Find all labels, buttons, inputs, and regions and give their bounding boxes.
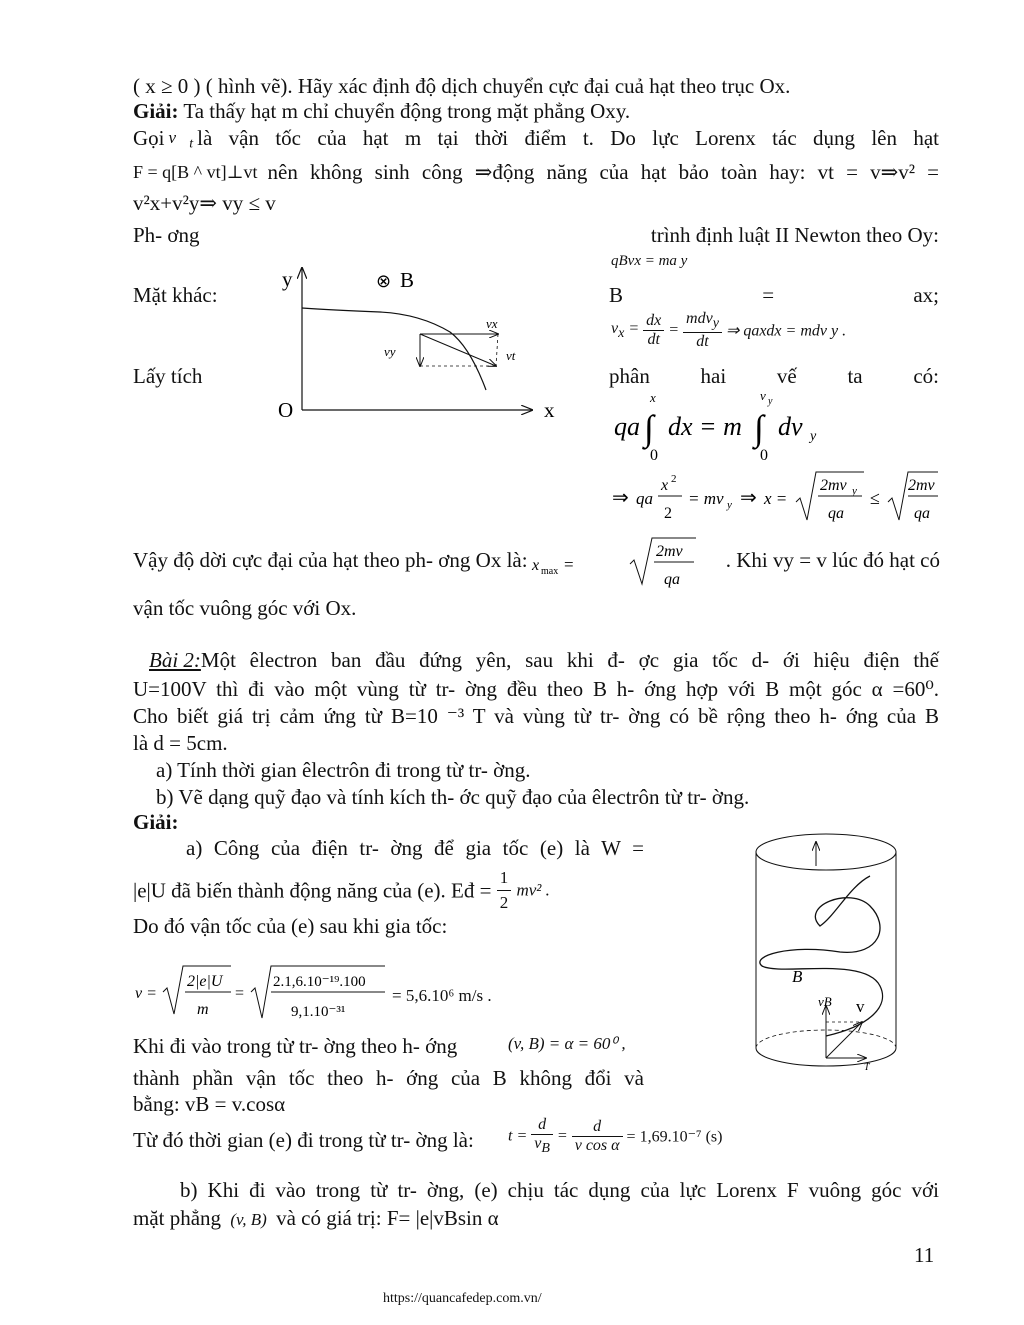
text-span: vế: [776, 364, 797, 388]
svg-text:2mv: 2mv: [820, 477, 847, 494]
text-line: [609, 364, 939, 388]
svg-text:∫: ∫: [754, 408, 764, 448]
question-b: b) Vẽ dạng quỹ đạo và tính kích th- ớc quỹ đạo của êlectrôn từ tr- ờng.: [156, 785, 750, 809]
text-span: Ph- ơng: [133, 223, 200, 247]
svg-text:⇒: ⇒: [612, 487, 629, 509]
problem-title: Bài 2:: [149, 648, 201, 672]
text-span: =: [762, 283, 775, 307]
text-span: mv² .: [516, 880, 550, 900]
angle-equation: (v, B) = α = 60⁰ ,: [508, 1034, 626, 1053]
vt-symbol: $v⃗_t$: [168, 128, 194, 152]
text-span: Lấy tích: [133, 364, 203, 388]
svg-text:qa: qa: [828, 505, 844, 522]
text-line: a) Công của điện tr- ờng để gia tốc (e) là W =: [186, 836, 644, 860]
text-line: [133, 1206, 499, 1232]
svg-text:y: y: [727, 499, 732, 511]
solution-heading: Giải:: [133, 99, 179, 123]
footer-url[interactable]: https://quancafedep.com.vn/: [383, 1291, 542, 1306]
text-line: [609, 283, 939, 307]
svg-text:qa: qa: [664, 571, 680, 588]
text-line: ( x ≥ 0 ) ( hình vẽ). Hãy xác định độ dịch chuyển cực đại cuả hạt theo trục Ox.: [133, 74, 791, 98]
svg-text:qa: qa: [614, 412, 640, 441]
b-field-label: B: [400, 268, 415, 292]
svg-text:=: =: [564, 555, 574, 574]
equation-vx: $v_x$ = $\frac{dx}{dt}$ = $\frac{mdv_y}{dt}$ ⇒ qaxdx = mdv y .: [611, 310, 847, 351]
question-a: a) Tính thời gian êlectrôn đi trong từ tr- ờng.: [156, 758, 531, 782]
text-span: . Khi vy = v lúc đó hạt có: [725, 548, 940, 572]
text-span: Khi đi vào trong từ tr- ờng theo h- ớng: [133, 1034, 458, 1058]
svg-text:y: y: [768, 396, 773, 407]
helix-figure: [740, 826, 910, 1076]
svg-text:x: x: [650, 390, 656, 405]
text-span: Ta thấy hạt m chỉ chuyển động trong mặt phẳng Oxy.: [178, 99, 631, 123]
equation-vx-tail: ⇒ qaxdx = mdv y .: [725, 322, 847, 340]
plane-symbol: (v, B): [230, 1210, 267, 1229]
time-result: = 1,69.10⁻⁷ (s): [626, 1128, 723, 1146]
svg-text:v =: v =: [135, 985, 157, 1002]
v-label: v: [856, 997, 865, 1016]
text-span: Một êlectron ban đầu đứng yên, sau khi đ- ợc gia tốc d- ới hiệu điện thế: [200, 648, 939, 672]
time-equation: t = $\frac{d}{v_B}$ = $\frac{d}{\text{v cos α}}$ = 1,69.10⁻⁷ (s): [508, 1116, 723, 1157]
text-span: mặt phẳng: [133, 1206, 222, 1230]
svg-text:≤: ≤: [870, 488, 880, 508]
x-axis-label: x: [544, 398, 555, 422]
svg-text:2mv: 2mv: [908, 477, 935, 494]
text-span: B: [609, 283, 624, 307]
page-number: 11: [914, 1243, 935, 1267]
solution-heading: Giải:: [133, 810, 179, 834]
text-line: [133, 99, 630, 123]
text-line: bằng: vB = v.cosα: [133, 1092, 286, 1116]
text-span: Gọi: [133, 126, 165, 150]
result-equation: [608, 468, 940, 528]
lorentz-formula: F = q[B ^ vt]⊥vt: [133, 162, 258, 182]
svg-text:x: x: [532, 557, 540, 574]
svg-text:y: y: [852, 485, 857, 497]
equation-newton: qBvx = ma y: [611, 253, 688, 269]
text-line: [133, 648, 939, 672]
text-line: U=100V thì đi vào một vùng từ tr- ờng đều theo B h- ớng hợp với B một góc α =60⁰.: [133, 677, 939, 701]
text-span: và có giá trị: F= |e|vBsin α: [276, 1206, 499, 1230]
text-line: là d = 5cm.: [133, 731, 228, 755]
svg-text:dv: dv: [778, 412, 803, 441]
text-span: là vận tốc của hạt m tại thời điểm t. Do lực Lorenx tác dụng lên hạt: [197, 126, 939, 150]
vb-label: vB: [818, 994, 832, 1009]
b-label: B: [792, 967, 803, 986]
svg-text:= mv: = mv: [688, 489, 724, 508]
svg-text:9,1.10⁻³¹: 9,1.10⁻³¹: [291, 1004, 346, 1020]
svg-text:v: v: [760, 388, 766, 403]
svg-text:y: y: [810, 429, 817, 444]
text-span: nên không sinh công ⇒động năng của hạt bảo toàn hay: vt = v⇒v² =: [267, 160, 939, 184]
dashed-line: [496, 334, 498, 366]
vx-label: vx: [486, 316, 498, 331]
integral-equation: [608, 388, 848, 468]
text-span: Từ đó thời gian (e) đi trong từ tr- ờng là:: [133, 1128, 474, 1152]
text-line: Do đó vận tốc của (e) sau khi gia tốc:: [133, 914, 448, 938]
origin-label: O: [278, 398, 294, 422]
svg-text:2.1,6.10⁻¹⁹.100: 2.1,6.10⁻¹⁹.100: [273, 974, 366, 990]
velocity-equation: [133, 958, 393, 1024]
svg-text:dx = m: dx = m: [668, 412, 742, 441]
svg-text:qa: qa: [636, 489, 653, 508]
cylinder-top: [756, 834, 896, 870]
v-arrow: [826, 1022, 862, 1058]
text-span: hai: [700, 364, 727, 388]
svg-text:0: 0: [760, 447, 768, 464]
xmax-equation: [530, 534, 702, 590]
svg-text:x: x: [661, 477, 669, 494]
svg-text:2mv: 2mv: [656, 543, 683, 560]
svg-text:0: 0: [650, 447, 658, 464]
text-span: ta: [847, 364, 863, 388]
text-line: [133, 160, 939, 184]
text-span: Mặt khác:: [133, 283, 218, 307]
text-span: ax;: [913, 283, 939, 307]
trajectory-figure: [270, 262, 570, 422]
text-line: [133, 126, 939, 156]
text-line: vận tốc vuông góc với Ox.: [133, 596, 357, 620]
y-axis-label: y: [282, 267, 293, 291]
text-line: b) Khi đi vào trong từ tr- ờng, (e) chịu tác dụng của lực Lorenx F vuông góc với: [180, 1178, 939, 1202]
vt-label: vt: [506, 348, 516, 363]
vy-label: vy: [384, 344, 396, 359]
text-span: trình định luật II Newton theo Oy:: [650, 223, 939, 247]
text-span: phân: [609, 364, 650, 388]
text-line: Cho biết giá trị cảm ứng từ B=10 ⁻³ T và vùng từ tr- ờng có bề rộng theo h- ớng của B: [133, 704, 939, 728]
svg-text:x =: x =: [764, 489, 788, 508]
svg-text:2|e|U: 2|e|U: [187, 973, 223, 990]
velocity-result: = 5,6.10⁶ m/s .: [392, 986, 492, 1005]
svg-text:=: =: [235, 985, 245, 1002]
text-line: thành phần vận tốc theo h- ớng của B không đổi và: [133, 1066, 644, 1090]
svg-text:2: 2: [671, 473, 677, 485]
svg-text:m: m: [197, 1001, 209, 1018]
text-span: Vậy độ dời cực đại của hạt theo ph- ơng Ox là:: [133, 548, 528, 572]
svg-text:max: max: [541, 566, 559, 577]
svg-text:qa: qa: [914, 505, 930, 522]
t-label: T: [864, 1062, 870, 1073]
text-line: v²x+v²y⇒ vy ≤ v: [133, 191, 276, 215]
svg-text:⇒: ⇒: [740, 487, 757, 509]
text-span: có:: [913, 364, 939, 388]
text-span: |e|U đã biến thành động năng của (e). Eđ =: [133, 878, 492, 903]
b-into-page-symbol: ⊗: [376, 271, 392, 291]
svg-text:∫: ∫: [644, 408, 654, 448]
svg-text:2: 2: [664, 505, 672, 522]
text-line: |e|U đã biến thành động năng của (e). Eđ = $\frac{1}{2}$ mv² .: [133, 868, 550, 912]
